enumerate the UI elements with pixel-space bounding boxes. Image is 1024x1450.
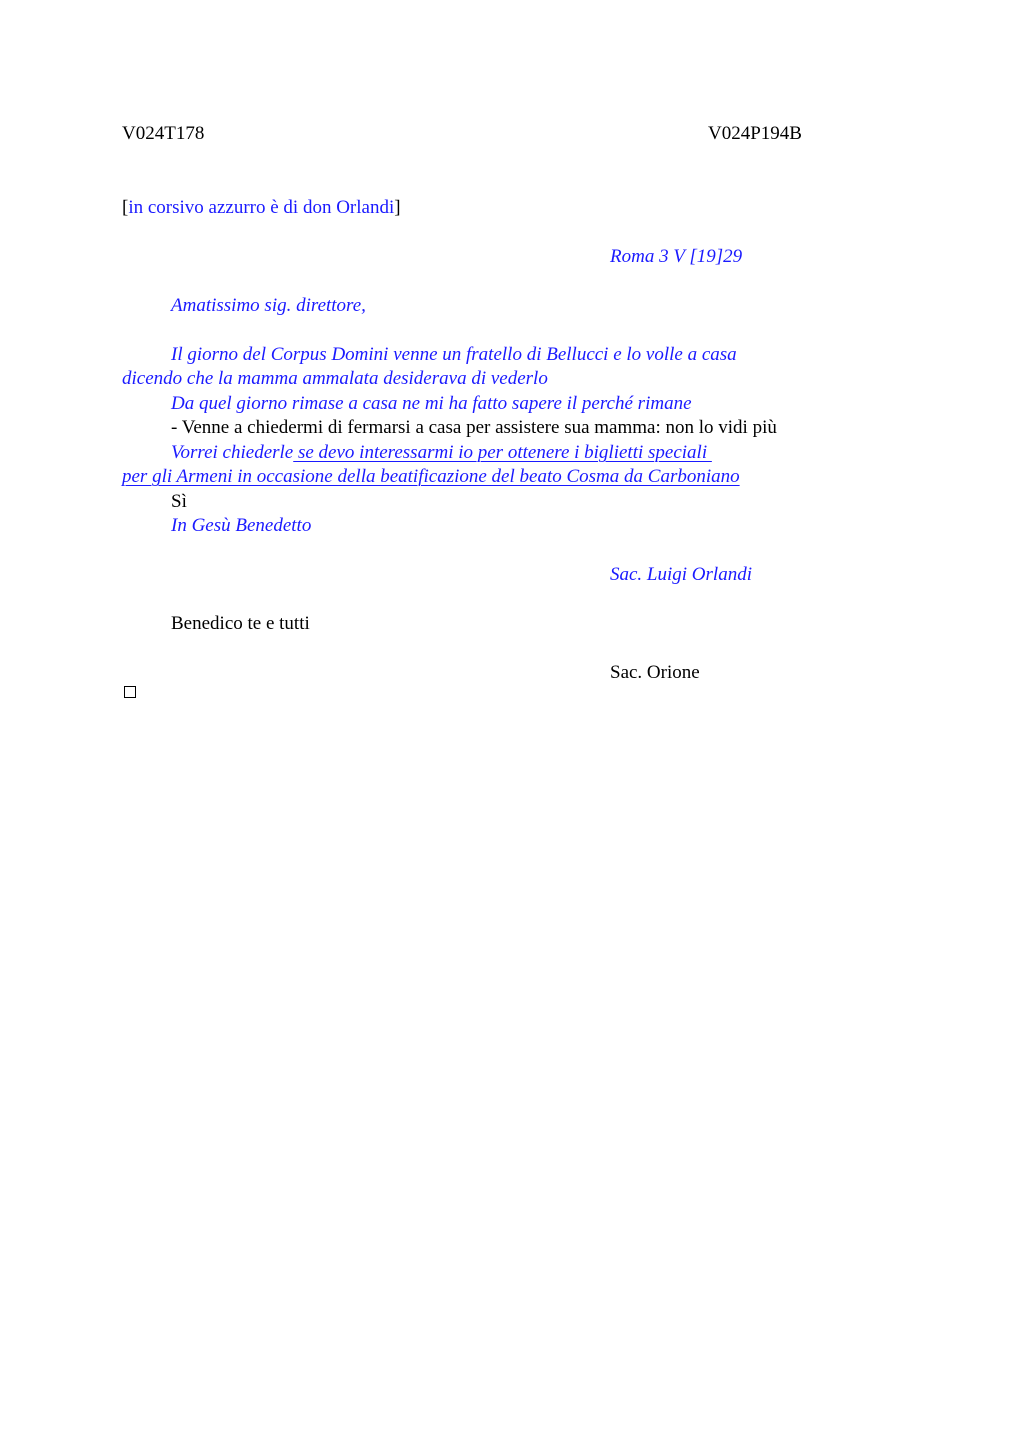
letter-signature: Sac. Luigi Orlandi — [610, 564, 752, 585]
letter-closing: In Gesù Benedetto — [171, 515, 312, 536]
paragraph-1-line-2: dicendo che la mamma ammalata desiderava di vederlo — [122, 368, 548, 389]
archive-code-left: V024T178 — [122, 123, 205, 144]
paragraph-2: Da quel giorno rimase a casa ne mi ha fatto sapere il perché rimane — [171, 393, 692, 414]
reply-line-2: Sì — [171, 491, 187, 512]
archive-code-right: V024P194B — [708, 123, 802, 144]
paragraph-3-start: Vorrei chiederle — [171, 442, 294, 463]
note-text: in corsivo azzurro è di don Orlandi — [128, 197, 395, 218]
paragraph-3-underlined-2: per gli Armeni in occasione della beatificazione del beato Cosma da Carboniano — [122, 466, 740, 487]
letter-date: Roma 3 V [19]29 — [610, 246, 743, 267]
paragraph-3-line-1 — [171, 441, 712, 465]
salutation: Amatissimo sig. direttore, — [171, 295, 366, 316]
editorial-note — [122, 196, 401, 220]
note-open-bracket: [ — [122, 197, 129, 218]
reply-blessing: Benedico te e tutti — [171, 613, 310, 634]
reply-line-1: - Venne a chiedermi di fermarsi a casa per assistere sua mamma: non lo vidi più — [171, 417, 777, 438]
paragraph-1-line-1: Il giorno del Corpus Domini venne un fratello di Bellucci e lo volle a casa — [171, 344, 737, 365]
note-close-bracket: ] — [394, 197, 401, 218]
reply-signature: Sac. Orione — [610, 662, 700, 683]
square-marker-icon — [124, 686, 136, 698]
paragraph-3-underlined-1: se devo interessarmi io per ottenere i biglietti speciali — [293, 442, 712, 463]
